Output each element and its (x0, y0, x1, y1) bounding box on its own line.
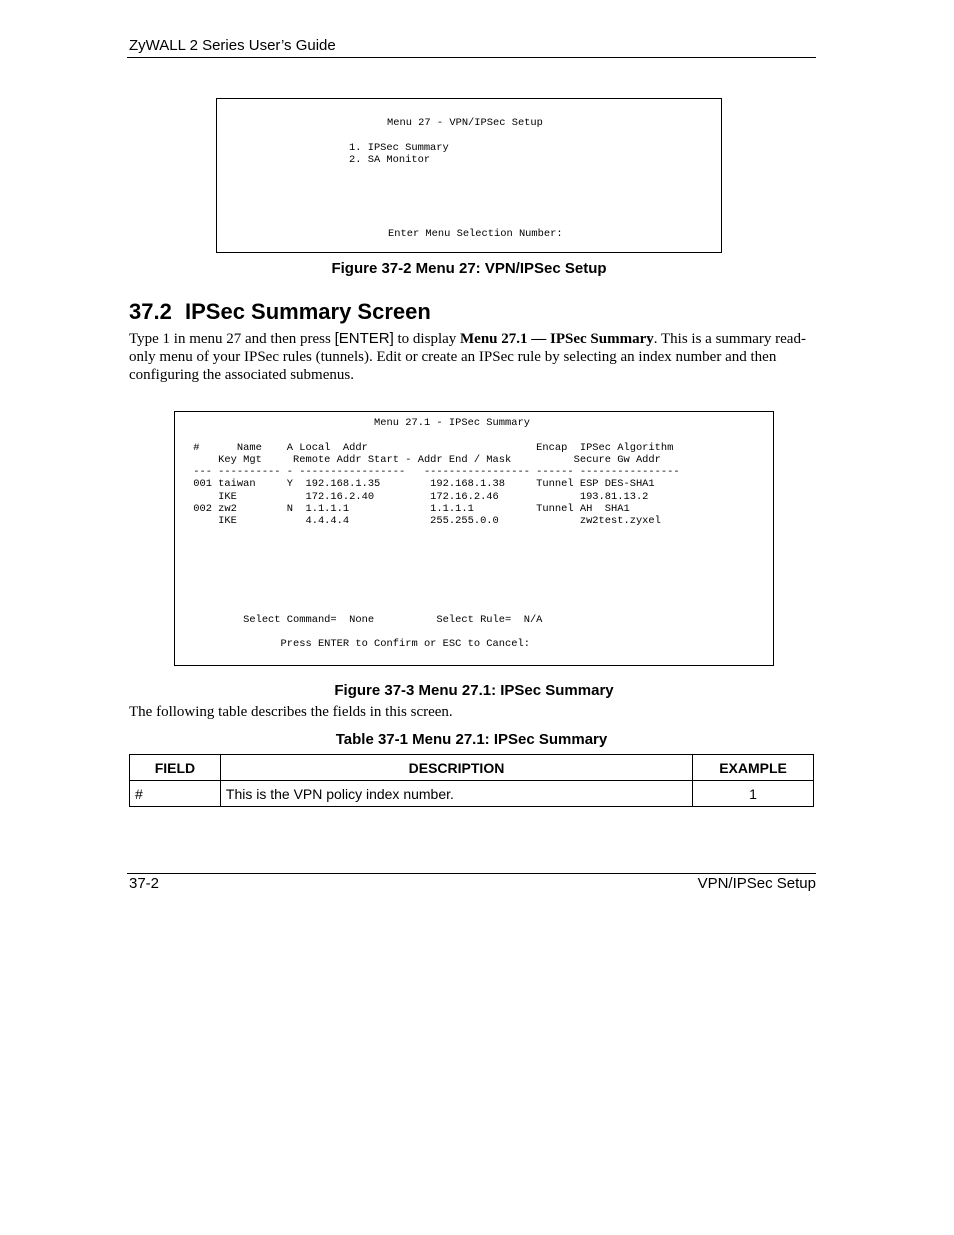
table-header-row (130, 755, 814, 781)
cell-example: 1 (693, 781, 814, 807)
menu-27-item-1: 1. IPSec Summary (349, 142, 449, 154)
figure-37-2-caption: Figure 37-2 Menu 27: VPN/IPSec Setup (331, 260, 607, 277)
fields-table (129, 754, 814, 807)
cell-description: This is the VPN policy index number. (220, 781, 692, 807)
section-paragraph (129, 330, 819, 385)
section-heading (129, 299, 431, 325)
ipsec-summary-terminal: Menu 27.1 - IPSec Summary # Name A Local Addr Encap IPSec Algorithm Key Mgt Remote Addr Start - Addr End / Mask Secure Gw Addr --- ---------- - ----------------- ----------------- ------ ---------------- 001 taiwan Y 192.168.1.35 192.168.1.38 Tunnel ESP DES-SHA1 IKE 172.16.2.40 172.16.2.46 193.81.13.2 002 zw2 N 1.1.1.1 1.1.1.1 Tunnel AH SHA1 IKE 4.4.4.4 255.255.0.0 zw2test.zyxel Select Command= None Select Rule= N/A Press ENTER to Confirm or ESC to Cancel: (193, 417, 680, 651)
menu-27-1-screen (174, 411, 774, 666)
page-number: 37-2 (129, 875, 160, 892)
header-rule (127, 57, 816, 58)
section-number: 37.2 (129, 299, 172, 324)
table-row (130, 781, 814, 807)
menu-27-screen (216, 98, 722, 253)
footer-section-name: VPN/IPSec Setup (697, 875, 816, 892)
menu-reference: Menu 27.1 — IPSec Summary (460, 331, 654, 347)
col-header-field: FIELD (130, 755, 221, 781)
para-text-1: Type 1 in menu 27 and then press (129, 331, 335, 347)
footer-rule (127, 873, 816, 874)
col-header-example: EXAMPLE (693, 755, 814, 781)
para-text-2: to display (393, 331, 461, 347)
section-title: IPSec Summary Screen (185, 299, 431, 324)
running-header: ZyWALL 2 Series User’s Guide (129, 37, 336, 54)
table-intro-text: The following table describes the fields in this screen. (129, 704, 453, 720)
cell-field: # (130, 781, 221, 807)
enter-key-label: [ENTER] (334, 330, 394, 347)
para-text-3: . This is a summary read-only menu of your IPSec rules (tunnels). Edit or create an IPSec rule by selecting an index number and then configuring the associated submenus. (129, 331, 806, 384)
menu-27-prompt: Enter Menu Selection Number: (388, 228, 563, 240)
col-header-description: DESCRIPTION (220, 755, 692, 781)
menu-27-item-2: 2. SA Monitor (349, 154, 431, 166)
figure-37-3-caption: Figure 37-3 Menu 27.1: IPSec Summary (334, 682, 614, 699)
table-37-1-caption: Table 37-1 Menu 27.1: IPSec Summary (335, 731, 608, 748)
menu-27-title: Menu 27 - VPN/IPSec Setup (387, 117, 543, 129)
